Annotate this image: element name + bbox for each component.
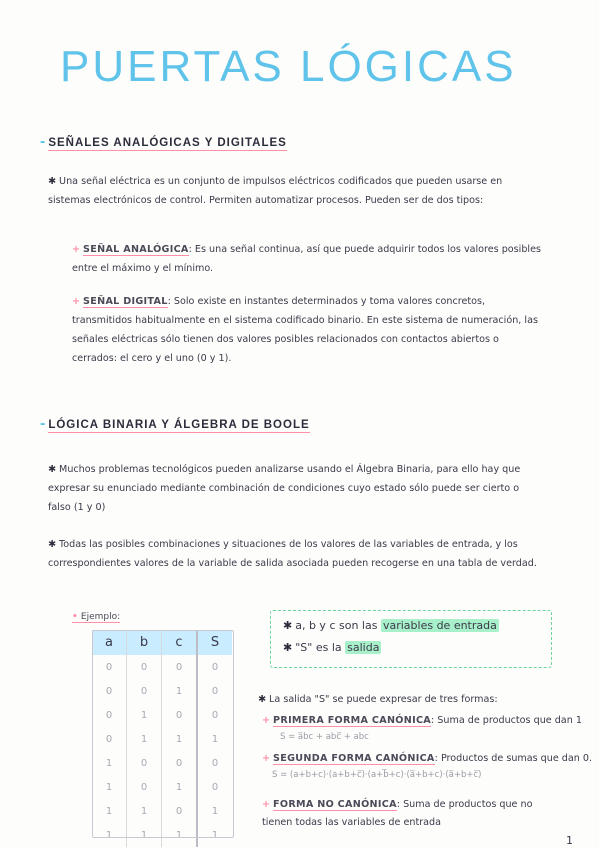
star-bullet-icon: ✱: [283, 619, 293, 632]
digital-signal-term: SEÑAL DIGITAL: [83, 296, 168, 307]
table-cell: 1: [92, 751, 127, 775]
table-cell: 1: [127, 727, 162, 751]
digital-signal-item: [72, 292, 542, 368]
page-title: PUERTAS LÓGICAS: [60, 42, 517, 91]
second-canonical-form: [262, 750, 598, 784]
truth-table: [92, 630, 232, 847]
second-canonical-text: : Productos de sumas que dan 0.: [434, 753, 593, 764]
non-canonical-form: [262, 796, 542, 832]
table-cell: 0: [127, 751, 162, 775]
table-cell: 1: [197, 799, 232, 823]
table-cell: 0: [92, 727, 127, 751]
inputs-note-highlight: variables de entrada: [382, 619, 497, 632]
forms-intro-text: La salida "S" se puede expresar de tres formas:: [269, 694, 498, 705]
plus-bullet-icon: +: [72, 296, 81, 307]
table-cell: 1: [197, 823, 232, 847]
first-canonical-formula: S = a̅bc + abc̅ + abc: [280, 732, 369, 742]
table-cell: 0: [127, 679, 162, 703]
boole-paragraph-1: [48, 460, 542, 517]
output-note-mid: es la: [315, 641, 342, 654]
table-cell: 1: [92, 823, 127, 847]
table-cell: 0: [197, 679, 232, 703]
analog-signal-item: [72, 240, 542, 278]
first-canonical-text: : Suma de productos que dan 1: [431, 715, 582, 726]
table-cell: 0: [92, 655, 127, 679]
truth-table-header-b: b: [127, 630, 162, 655]
analog-signal-term: SEÑAL ANALÓGICA: [83, 244, 189, 255]
output-note: [283, 641, 381, 654]
page-number: 1: [566, 834, 573, 847]
plus-bullet-icon: +: [262, 715, 271, 726]
signals-intro: [48, 172, 540, 210]
second-canonical-form-line: [262, 750, 598, 767]
truth-table-header-s: S: [197, 630, 232, 655]
table-row: [92, 679, 232, 703]
table-row: [92, 775, 232, 799]
table-row: [92, 799, 232, 823]
table-cell: 1: [127, 799, 162, 823]
second-canonical-formula: S = (a+b+c)·(a+b+c̅)·(a+b̅+c)·(a̅+b+c)·(a̅+b+c̅): [272, 770, 482, 780]
second-canonical-term: SEGUNDA FORMA CANÓNICA: [273, 753, 435, 764]
table-cell: 1: [162, 679, 198, 703]
inputs-note: [283, 619, 499, 632]
forms-intro: [258, 690, 558, 709]
table-cell: 1: [127, 823, 162, 847]
table-cell: 0: [162, 655, 198, 679]
table-row: [92, 703, 232, 727]
table-cell: 1: [162, 823, 198, 847]
table-cell: 0: [197, 775, 232, 799]
table-cell: 1: [92, 799, 127, 823]
table-cell: 0: [92, 703, 127, 727]
first-canonical-form-line: [262, 712, 582, 729]
table-cell: 0: [197, 751, 232, 775]
output-note-highlight: salida: [347, 641, 380, 654]
star-bullet-icon: ✱: [258, 694, 267, 705]
star-bullet-icon: ✱: [48, 464, 57, 475]
table-cell: 1: [162, 727, 198, 751]
section-heading-signals-text: SEÑALES ANALÓGICAS Y DIGITALES: [48, 137, 287, 149]
table-cell: 0: [127, 775, 162, 799]
table-row: [92, 751, 232, 775]
non-canonical-text: : Suma de productos que no tienen todas las variables de entrada: [262, 799, 533, 828]
signals-intro-text: Una señal eléctrica es un conjunto de impulsos eléctricos codificados que pueden usarse en sistemas electrónicos de control. Permiten automatizar procesos. Pueden ser de dos tipos:: [48, 176, 503, 206]
plus-bullet-icon: +: [72, 244, 81, 255]
table-cell: 0: [162, 703, 198, 727]
section-heading-boole-text: LÓGICA BINARIA Y ÁLGEBRA DE BOOLE: [48, 419, 310, 431]
star-bullet-icon: ✱: [48, 539, 57, 550]
digital-signal-text: : Solo existe en instantes determinados y toma valores concretos, transmitidos habitualmente en el sistema codificado binario. En este sistema de numeración, las señales eléctricas sólo tienen dos valores posibles relacionados con contactos abiertos o cerrados: el cero y el uno (0 y 1).: [72, 296, 538, 364]
table-cell: 1: [162, 775, 198, 799]
inputs-note-mid: son las: [339, 619, 378, 632]
boole-paragraph-1-text: Muchos problemas tecnológicos pueden analizarse usando el Álgebra Binaria, para ello hay que expresar su enunciado mediante combinación de condiciones cuyo estado sólo puede ser cierto o falso (1 y 0): [48, 464, 521, 513]
table-cell: 0: [92, 679, 127, 703]
example-label: [72, 612, 120, 623]
table-cell: 1: [127, 703, 162, 727]
non-canonical-term: FORMA NO CANÓNICA: [273, 799, 397, 810]
plus-bullet-icon: +: [262, 799, 271, 810]
truth-table-header-row: [92, 630, 232, 655]
table-cell: 1: [92, 775, 127, 799]
variables-note-box: [270, 610, 552, 668]
star-bullet-icon: ✱: [283, 641, 293, 654]
example-label-text: Ejemplo:: [80, 612, 121, 622]
first-canonical-form: [262, 712, 582, 746]
table-cell: 1: [197, 727, 232, 751]
table-row: [92, 655, 232, 679]
table-cell: 0: [162, 799, 198, 823]
table-cell: 0: [197, 655, 232, 679]
bullet-dot-icon: •: [72, 612, 81, 622]
truth-table-header-a: a: [92, 630, 127, 655]
table-cell: 0: [127, 655, 162, 679]
output-note-var: "S": [295, 641, 313, 654]
analog-signal-text: : Es una señal continua, así que puede adquirir todos los valores posibles entre el máximo y el mínimo.: [72, 244, 541, 274]
table-row: [92, 727, 232, 751]
section-heading-signals: [40, 133, 287, 151]
star-bullet-icon: ✱: [48, 176, 57, 187]
table-cell: 0: [197, 703, 232, 727]
truth-table-header-c: c: [162, 630, 198, 655]
section-heading-boole: [40, 415, 310, 433]
boole-paragraph-2-text: Todas las posibles combinaciones y situaciones de los valores de las variables de entrada, y los correspondientes valores de la variable de salida asociada pueden recogerse en una tabla de verdad.: [48, 539, 537, 569]
table-cell: 0: [162, 751, 198, 775]
inputs-note-vars: a, b y c: [295, 619, 336, 632]
dash-marker: -: [40, 415, 47, 432]
dash-marker: -: [40, 133, 47, 150]
plus-bullet-icon: +: [262, 753, 271, 764]
table-row: [92, 823, 232, 847]
boole-paragraph-2: [48, 535, 542, 573]
first-canonical-term: PRIMERA FORMA CANÓNICA: [273, 715, 432, 726]
